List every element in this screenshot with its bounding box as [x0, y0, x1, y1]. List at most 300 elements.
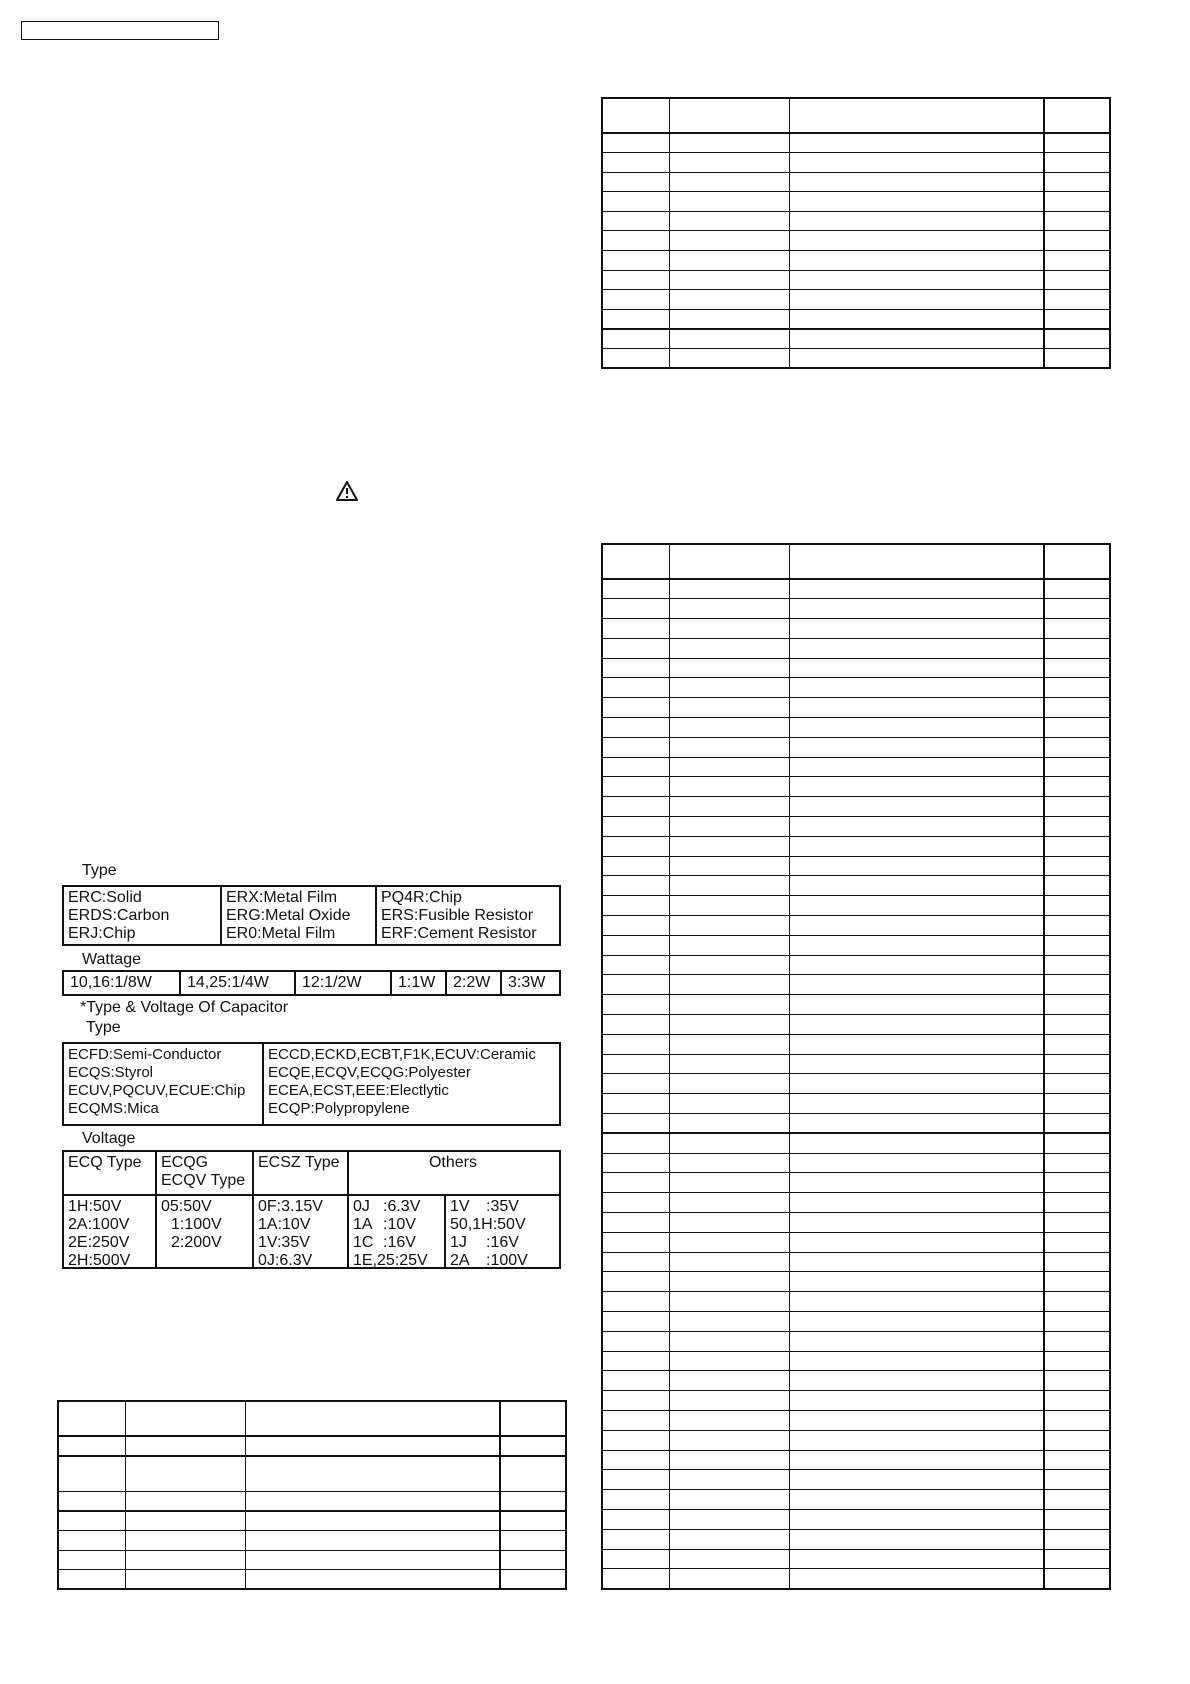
table-cell	[500, 1570, 566, 1590]
table-cell	[58, 1492, 125, 1512]
table-row	[58, 1550, 566, 1570]
table-cell	[602, 1391, 669, 1411]
voltage-header-cell	[155, 1152, 252, 1194]
table-cell	[789, 544, 1044, 579]
resistor-type-item: ERG:Metal Oxide	[226, 907, 351, 924]
table-cell	[602, 757, 669, 777]
table-cell	[1044, 599, 1110, 619]
table-cell	[1044, 1034, 1110, 1054]
table-cell	[789, 1114, 1044, 1134]
table-cell	[789, 916, 1044, 936]
resistor-type-item: ERJ:Chip	[68, 925, 136, 942]
table-row	[602, 896, 1110, 916]
table-cell	[245, 1550, 500, 1570]
table-cell	[500, 1401, 566, 1436]
capacitor-type-box	[62, 1042, 561, 1126]
table-row	[602, 1450, 1110, 1470]
table-row	[602, 1509, 1110, 1529]
wattage-cell: 2:2W	[445, 972, 500, 994]
table-row	[602, 1529, 1110, 1549]
table-cell	[602, 619, 669, 639]
table-cell	[602, 1470, 669, 1490]
table-cell	[602, 1054, 669, 1074]
table-cell	[125, 1550, 245, 1570]
resistor-type-label: Type	[82, 862, 117, 879]
wattage-cell: 3:3W	[500, 972, 559, 994]
table-cell	[602, 329, 669, 349]
table-cell	[669, 876, 789, 896]
voltage-col-others-1	[347, 1196, 444, 1267]
table-cell	[125, 1492, 245, 1512]
table-row	[58, 1492, 566, 1512]
voltage-value: 2E:250V	[68, 1234, 130, 1251]
table-cell	[1044, 856, 1110, 876]
table-cell	[789, 1371, 1044, 1391]
table-cell	[1044, 777, 1110, 797]
table-cell	[1044, 1252, 1110, 1272]
table-row	[602, 817, 1110, 837]
table-cell	[1044, 231, 1110, 251]
resistor-type-col-2	[220, 887, 375, 944]
table-cell	[1044, 349, 1110, 369]
table-cell	[669, 737, 789, 757]
table-cell	[669, 1094, 789, 1114]
table-cell	[1044, 1430, 1110, 1450]
table-cell	[602, 1371, 669, 1391]
table-cell	[669, 955, 789, 975]
wattage-label: Wattage	[82, 951, 141, 968]
table-row	[602, 1232, 1110, 1252]
voltage-value: 0J:6.3V	[258, 1252, 313, 1269]
table-cell	[1044, 251, 1110, 271]
table-row	[602, 1114, 1110, 1134]
table-cell	[1044, 916, 1110, 936]
table-cell	[669, 1450, 789, 1470]
table-cell	[1044, 1213, 1110, 1233]
table-cell	[789, 153, 1044, 173]
table-cell	[602, 133, 669, 153]
table-cell	[125, 1401, 245, 1436]
table-cell	[1044, 192, 1110, 212]
table-row	[602, 955, 1110, 975]
table-cell	[1044, 935, 1110, 955]
table-cell	[245, 1492, 500, 1512]
table-cell	[602, 678, 669, 698]
table-row	[602, 995, 1110, 1015]
table-cell	[602, 251, 669, 271]
table-cell	[789, 638, 1044, 658]
voltage-rating: :100V	[486, 1252, 528, 1269]
table-row	[602, 1153, 1110, 1173]
table-cell	[669, 718, 789, 738]
table-cell	[1044, 290, 1110, 310]
table-cell	[669, 757, 789, 777]
table-cell	[669, 1470, 789, 1490]
table-cell	[1044, 98, 1110, 133]
table-cell	[58, 1531, 125, 1551]
table-cell	[789, 349, 1044, 369]
voltage-header-text: Others	[428, 1154, 477, 1171]
table-row	[602, 1331, 1110, 1351]
table-cell	[669, 1213, 789, 1233]
table-cell	[789, 231, 1044, 251]
parts-table-bottom-left	[57, 1400, 567, 1590]
table-cell	[1044, 270, 1110, 290]
table-cell	[789, 1252, 1044, 1272]
table-row	[602, 1272, 1110, 1292]
voltage-header-cell	[64, 1152, 155, 1194]
table-cell	[1044, 329, 1110, 349]
table-cell	[602, 658, 669, 678]
table-cell	[1044, 1450, 1110, 1470]
table-cell	[789, 1331, 1044, 1351]
table-cell	[669, 1114, 789, 1134]
table-cell	[245, 1436, 500, 1456]
table-cell	[669, 544, 789, 579]
resistor-type-col-3	[375, 887, 559, 944]
table-cell	[245, 1456, 500, 1492]
wattage-cell: 14,25:1/4W	[179, 972, 294, 994]
table-cell	[602, 1094, 669, 1114]
table-cell	[789, 329, 1044, 349]
table-cell	[602, 1133, 669, 1153]
table-cell	[1044, 995, 1110, 1015]
voltage-code: 0J	[353, 1198, 370, 1215]
table-cell	[789, 1173, 1044, 1193]
resistor-type-item: ERF:Cement Resistor	[381, 925, 537, 942]
table-cell	[669, 192, 789, 212]
table-cell	[1044, 1153, 1110, 1173]
voltage-header-text: ECQ Type	[68, 1154, 142, 1171]
capacitor-type-item: ECEA,ECST,EEE:Electlytic	[268, 1082, 449, 1099]
table-cell	[602, 797, 669, 817]
table-row	[602, 658, 1110, 678]
table-cell	[669, 153, 789, 173]
table-cell	[789, 1470, 1044, 1490]
table-cell	[500, 1550, 566, 1570]
table-row	[602, 975, 1110, 995]
table-cell	[1044, 172, 1110, 192]
table-cell	[789, 251, 1044, 271]
table-cell	[789, 1529, 1044, 1549]
resistor-type-box	[62, 885, 561, 946]
resistor-type-col-1	[64, 887, 220, 944]
table-row	[602, 737, 1110, 757]
table-cell	[602, 544, 669, 579]
table-cell	[669, 329, 789, 349]
resistor-type-item: ER0:Metal Film	[226, 925, 336, 942]
table-cell	[669, 1232, 789, 1252]
table-cell	[602, 1213, 669, 1233]
table-cell	[669, 1490, 789, 1510]
table-row	[602, 619, 1110, 639]
table-cell	[245, 1531, 500, 1551]
table-row	[602, 1410, 1110, 1430]
table-cell	[789, 817, 1044, 837]
table-row	[602, 1569, 1110, 1589]
resistor-type-item: ERC:Solid	[68, 889, 142, 906]
table-cell	[1044, 1569, 1110, 1589]
table-cell	[602, 153, 669, 173]
table-cell	[669, 1133, 789, 1153]
voltage-value: 2A:100V	[68, 1216, 130, 1233]
table-cell	[669, 1193, 789, 1213]
table-cell	[789, 1292, 1044, 1312]
table-row	[602, 638, 1110, 658]
voltage-value-line	[450, 1198, 556, 1216]
table-cell	[1044, 579, 1110, 599]
table-row	[602, 777, 1110, 797]
table-cell	[789, 1054, 1044, 1074]
table-cell	[789, 1569, 1044, 1589]
table-row	[602, 698, 1110, 718]
table-row	[602, 916, 1110, 936]
parts-table-top-right	[601, 97, 1111, 369]
table-row	[602, 1133, 1110, 1153]
table-cell	[1044, 211, 1110, 231]
table-row	[602, 757, 1110, 777]
table-cell	[58, 1456, 125, 1492]
table-cell	[789, 1391, 1044, 1411]
table-row	[602, 1430, 1110, 1450]
table-cell	[789, 1410, 1044, 1430]
table-cell	[669, 1509, 789, 1529]
voltage-rating: :35V	[486, 1198, 519, 1215]
table-cell	[789, 1450, 1044, 1470]
table-cell	[789, 896, 1044, 916]
table-cell	[669, 619, 789, 639]
capacitor-type-item: ECFD:Semi-Conductor	[68, 1046, 222, 1063]
resistor-type-item: PQ4R:Chip	[381, 889, 462, 906]
table-row	[602, 329, 1110, 349]
table-cell	[125, 1570, 245, 1590]
table-cell	[245, 1570, 500, 1590]
table-cell	[669, 817, 789, 837]
table-cell	[1044, 678, 1110, 698]
voltage-value: 05:50V	[161, 1198, 212, 1215]
table-row	[602, 172, 1110, 192]
voltage-value-line	[353, 1216, 441, 1234]
voltage-values-row	[64, 1196, 559, 1267]
table-cell	[1044, 153, 1110, 173]
parts-table-bottom-right	[601, 543, 1111, 1590]
table-cell	[789, 876, 1044, 896]
table-cell	[602, 1351, 669, 1371]
voltage-value: 0F:3.15V	[258, 1198, 323, 1215]
table-cell	[602, 1490, 669, 1510]
capacitor-type-item: ECCD,ECKD,ECBT,F1K,ECUV:Ceramic	[268, 1046, 536, 1063]
table-cell	[602, 1252, 669, 1272]
table-cell	[669, 1054, 789, 1074]
table-cell	[669, 836, 789, 856]
table-cell	[669, 172, 789, 192]
table-cell	[500, 1511, 566, 1531]
table-row	[602, 856, 1110, 876]
table-row	[58, 1511, 566, 1531]
table-cell	[669, 1529, 789, 1549]
voltage-label: Voltage	[82, 1130, 136, 1147]
voltage-header-cell	[347, 1152, 556, 1194]
table-cell	[669, 698, 789, 718]
table-cell	[789, 718, 1044, 738]
table-cell	[789, 1549, 1044, 1569]
table-row	[602, 1034, 1110, 1054]
table-cell	[789, 211, 1044, 231]
capacitor-type-item: ECQP:Polypropylene	[268, 1100, 410, 1117]
table-cell	[789, 797, 1044, 817]
table-cell	[602, 349, 669, 369]
table-row	[602, 599, 1110, 619]
table-cell	[602, 896, 669, 916]
table-cell	[669, 1074, 789, 1094]
table-cell	[789, 1074, 1044, 1094]
table-row	[602, 1549, 1110, 1569]
table-cell	[602, 1430, 669, 1450]
table-row	[602, 1074, 1110, 1094]
table-row	[602, 678, 1110, 698]
table-row	[602, 1173, 1110, 1193]
table-cell	[1044, 1391, 1110, 1411]
table-cell	[1044, 1173, 1110, 1193]
capacitor-type-label: Type	[86, 1019, 121, 1036]
table-cell	[602, 916, 669, 936]
table-row	[602, 579, 1110, 599]
table-cell	[1044, 1549, 1110, 1569]
resistor-type-item: ERDS:Carbon	[68, 907, 170, 924]
table-cell	[602, 1509, 669, 1529]
table-cell	[1044, 1114, 1110, 1134]
table-cell	[669, 1569, 789, 1589]
table-row	[602, 1311, 1110, 1331]
table-cell	[1044, 797, 1110, 817]
table-cell	[789, 133, 1044, 153]
voltage-header-text: ECSZ Type	[258, 1154, 340, 1171]
voltage-code: 1V	[450, 1198, 470, 1215]
table-cell	[602, 270, 669, 290]
table-cell	[602, 1034, 669, 1054]
table-cell	[58, 1570, 125, 1590]
resistor-type-item: ERS:Fusible Resistor	[381, 907, 534, 924]
table-row	[602, 718, 1110, 738]
table-row	[602, 1213, 1110, 1233]
voltage-rating: :6.3V	[383, 1198, 421, 1215]
table-cell	[1044, 1015, 1110, 1035]
table-cell	[669, 896, 789, 916]
table-cell	[1044, 1054, 1110, 1074]
table-cell	[789, 1213, 1044, 1233]
table-cell	[602, 192, 669, 212]
table-cell	[669, 995, 789, 1015]
table-cell	[125, 1531, 245, 1551]
table-cell	[602, 290, 669, 310]
table-cell	[602, 1311, 669, 1331]
table-cell	[1044, 1529, 1110, 1549]
voltage-value: 1E,25:25V	[353, 1252, 428, 1269]
voltage-rating: :10V	[383, 1216, 416, 1233]
table-cell	[669, 777, 789, 797]
table-cell	[602, 309, 669, 329]
table-cell	[1044, 817, 1110, 837]
table-cell	[1044, 757, 1110, 777]
table-cell	[602, 698, 669, 718]
table-row	[602, 1371, 1110, 1391]
voltage-code: 1C	[353, 1234, 374, 1251]
table-cell	[125, 1511, 245, 1531]
table-cell	[602, 955, 669, 975]
voltage-rating: :16V	[383, 1234, 416, 1251]
table-cell	[669, 1292, 789, 1312]
table-cell	[602, 638, 669, 658]
table-cell	[602, 876, 669, 896]
table-cell	[602, 1114, 669, 1134]
table-row	[602, 133, 1110, 153]
table-cell	[602, 1272, 669, 1292]
table-cell	[669, 1015, 789, 1035]
table-cell	[789, 658, 1044, 678]
voltage-col-ecsz	[252, 1196, 347, 1267]
table-cell	[500, 1492, 566, 1512]
voltage-col-ecq	[64, 1196, 155, 1267]
table-cell	[1044, 1292, 1110, 1312]
table-cell	[789, 270, 1044, 290]
table-cell	[789, 975, 1044, 995]
table-cell	[1044, 698, 1110, 718]
voltage-rating: :16V	[486, 1234, 519, 1251]
table-cell	[789, 955, 1044, 975]
table-cell	[602, 737, 669, 757]
table-row	[602, 876, 1110, 896]
table-cell	[1044, 896, 1110, 916]
table-cell	[789, 1351, 1044, 1371]
capacitor-type-item: ECQMS:Mica	[68, 1100, 159, 1117]
voltage-header-text: ECQG	[161, 1154, 209, 1171]
table-cell	[602, 1549, 669, 1569]
voltage-value: 2H:500V	[68, 1252, 131, 1269]
table-cell	[669, 251, 789, 271]
table-cell	[669, 290, 789, 310]
table-cell	[789, 1094, 1044, 1114]
wattage-cell: 12:1/2W	[294, 972, 390, 994]
table-cell	[602, 1410, 669, 1430]
table-header-row	[602, 98, 1110, 133]
table-cell	[1044, 1351, 1110, 1371]
table-cell	[1044, 1094, 1110, 1114]
table-cell	[1044, 975, 1110, 995]
table-cell	[669, 309, 789, 329]
table-cell	[789, 1153, 1044, 1173]
voltage-value-line	[450, 1252, 556, 1270]
table-cell	[58, 1511, 125, 1531]
table-cell	[1044, 1133, 1110, 1153]
table-cell	[1044, 737, 1110, 757]
table-cell	[1044, 876, 1110, 896]
voltage-value-line	[353, 1234, 441, 1252]
table-row	[602, 251, 1110, 271]
table-cell	[789, 599, 1044, 619]
capacitor-heading: *Type & Voltage Of Capacitor	[80, 999, 289, 1016]
table-cell	[789, 1272, 1044, 1292]
table-cell	[789, 192, 1044, 212]
table-cell	[669, 349, 789, 369]
table-cell	[789, 856, 1044, 876]
table-cell	[669, 211, 789, 231]
table-cell	[602, 856, 669, 876]
table-cell	[1044, 544, 1110, 579]
capacitor-type-item: ECUV,PQCUV,ECUE:Chip	[68, 1082, 246, 1099]
table-cell	[789, 579, 1044, 599]
table-cell	[669, 975, 789, 995]
table-row	[602, 836, 1110, 856]
